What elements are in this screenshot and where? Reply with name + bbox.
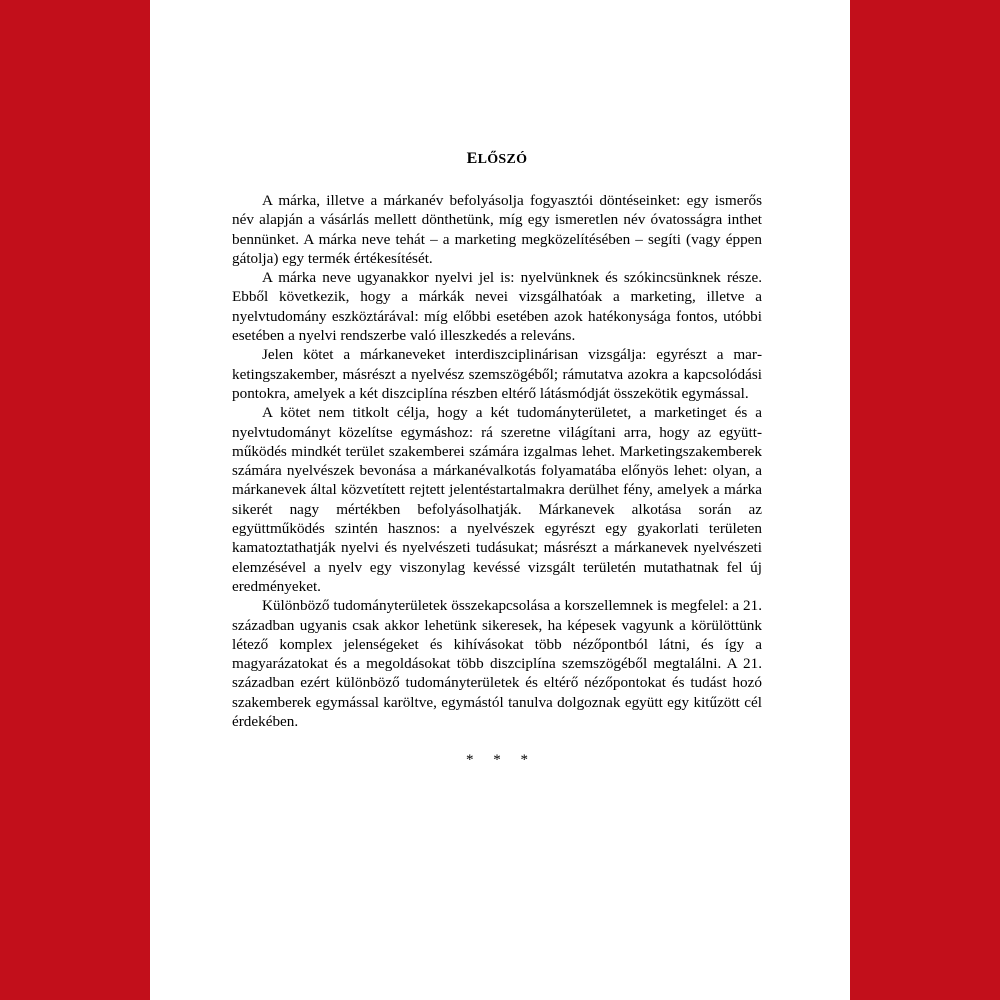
title-rest: LŐSZÓ bbox=[477, 152, 528, 167]
paragraph-3: Jelen kötet a márkaneveket interdiszciplinárisan vizsgálja: egyrészt a marketingszakember, másrészt a nyelvész szemszögéből; rámutatva azokra a kapcsolódási pontokra, amelyek a két diszciplína részben eltérő látásmódját összekötik egymással. bbox=[232, 346, 762, 402]
page-title bbox=[232, 150, 762, 169]
paragraph-5: Különböző tudományterületek összekapcsolása a korszellemnek is megfelel: a 21. században ugyanis csak akkor lehetünk sikeresek, ha képesek vagyunk a körülöttünk létező komplex jelenségeket és kihívásokat több nézőpontból látni, és így a magyarázatokat és a megoldásokat több diszciplína szemszögéből megtalálni. A 21. században ezért különböző tudományterületek és eltérő nézőpontokat és tudást hozó szakemberek egymással karöltve, egymástól tanulva dolgoznak együtt egy kitűzött cél érdekében. bbox=[232, 597, 762, 731]
title-initial: E bbox=[466, 150, 478, 167]
paragraph-4: A kötet nem titkolt célja, hogy a két tudományterületet, a marketinget és a nyelvtudományt közelítse egymáshoz: rá szeretne világítani arra, hogy az együttműködés mindkét terület szakemberei számára izgalmas lehet. Marketingszakemberek számára nyelvészek bevonása a márkanévalkotás folyamatába előnyös lehet: olyan, a márkanevek által közvetített rejtett jelentéstartalmakra derülhet fény, amelyek a márka sikerét nagy mértékben befolyásolhatják. Márkanevek alkotása során az együttműködés szintén hasznos: a nyelvészek egyrészt egy gyakorlati területen kamatoztathatják nyelvi és nyelvészeti tudásukat; másrészt a márkanevek nyelvészeti elemzésével a nyelv egy viszonylag kevéssé vizsgált területén mutathatnak fel új eredményeket. bbox=[232, 404, 762, 595]
book-page bbox=[150, 0, 850, 1000]
page-content bbox=[232, 150, 762, 771]
section-separator: * * * bbox=[466, 752, 536, 769]
paragraph-2: A márka neve ugyanakkor nyelvi jel is: nyelvünknek és szókincsünknek része. Ebből következik, hogy a márkák nevei vizsgálhatóak a marketing, illetve a nyelvtudomány eszköztárával: míg előbbi esetében azok hatékonysága fontos, utóbbi esetében a nyelvi rendszerbe való illeszkedés a releváns. bbox=[232, 269, 762, 345]
paragraph-1: A márka, illetve a márkanév befolyásolja fogyasztói döntéseinket: egy ismerős név alapján a vásárlás mellett dönthetünk, míg egy ismeretlen név óvatosságra inthet bennünket. A márka neve tehát – a marketing megközelítésében – segíti (vagy éppen gátolja) egy termék értékesítését. bbox=[232, 192, 762, 267]
